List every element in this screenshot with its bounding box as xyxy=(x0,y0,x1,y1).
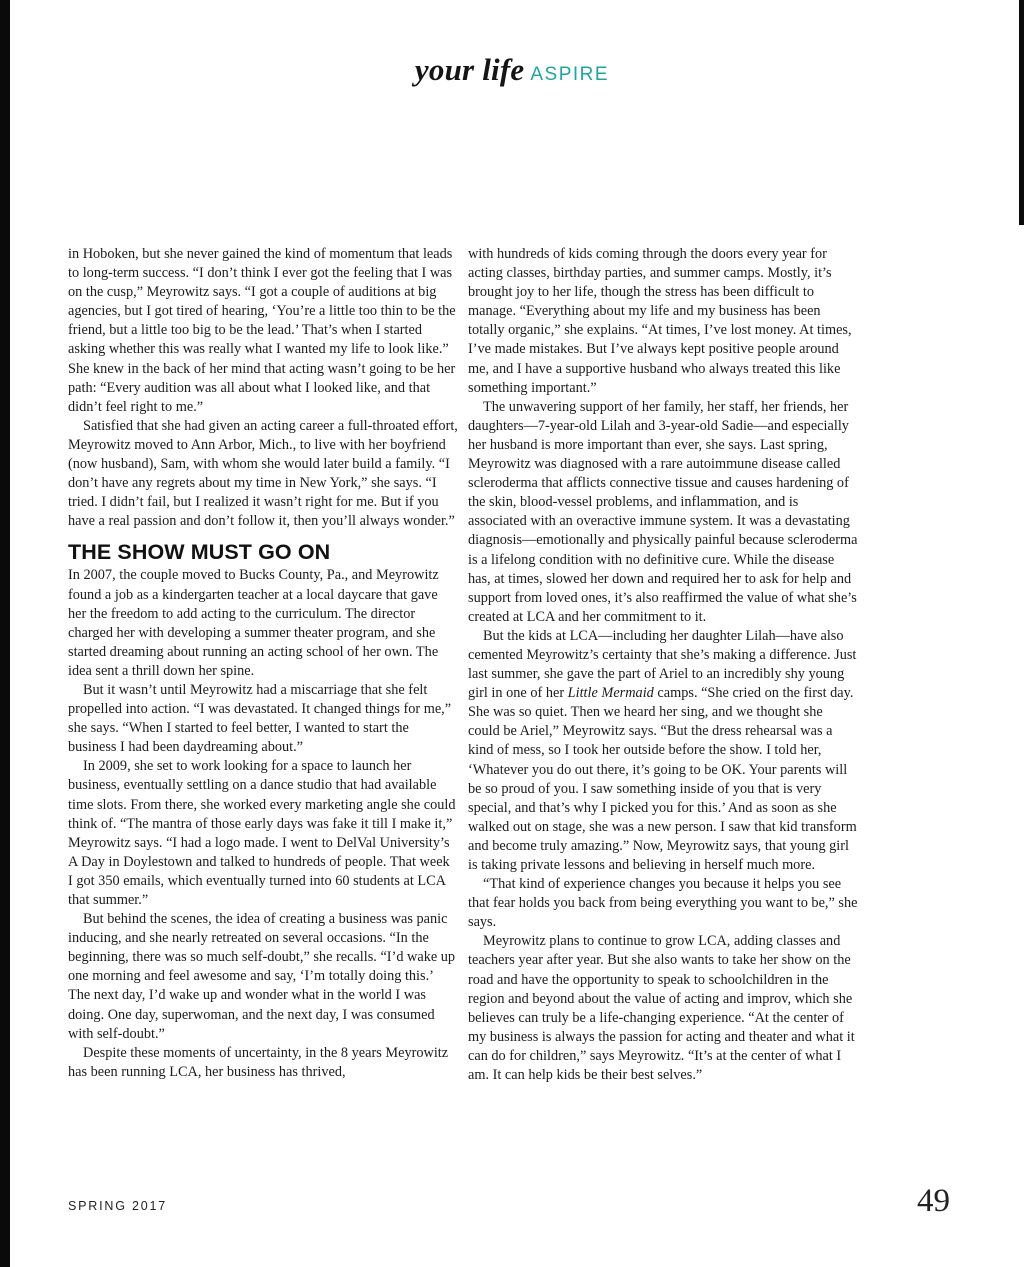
page-number: 49 xyxy=(917,1183,950,1219)
page-header xyxy=(0,52,1024,88)
paragraph: In 2009, she set to work looking for a space to launch her business, eventually settling on a dance studio that had available time slots. From there, she worked every marketing angle she could think of. “The mantra of those early days was fake it till I make it,” Meyrowitz says. “I had a logo made. I went to DelVal University’s A Day in Doylestown and talked to hundreds of people. That week I got 350 emails, which eventually turned into 60 students at LCA that summer.” xyxy=(68,758,456,908)
text-run: camps. “She cried on the first day. She was so quiet. Then we heard her sing, and we thought she could be Ariel,” Meyrowitz says. “But the dress rehearsal was a kind of mess, so I took her outside before the show. I told her, ‘Whatever you do out there, it’s going to be OK. Your parents will be so proud of you. I saw something inside of you that is very special, and that’s why I picked you for this.’ And as soon as she walked out on stage, she was a new person. I saw that kid transform and become truly amazing.” Now, Meyrowitz says, that young girl is taking private lessons and believing in herself much more. xyxy=(468,685,857,873)
paragraph: in Hoboken, but she never gained the kind of momentum that leads to long-term success. “I don’t think I ever got the feeling that I was on the cusp,” Meyrowitz says. “I got a couple of auditions at big agencies, but I got tired of hearing, ‘You’re a little too thin to be the friend, but a little too big to be the lead.’ That’s when I started asking whether this was really what I wanted my life to look like.” She knew in the back of her mind that acting wasn’t going to be her path: “Every audition was all about what I looked like, and that didn’t feel right to me.” xyxy=(68,246,456,415)
section-title: your life xyxy=(414,52,525,87)
text-run: But the kids at LCA—including her daughter Lilah—have also cemented Meyrowitz’s certainty that she’s making a difference. Just last summer, she gave the part of Ariel to an incredibly shy young girl in one of her xyxy=(468,627,857,702)
paragraph: But it wasn’t until Meyrowitz had a miscarriage that she felt propelled into action. “I was devastated. It changed things for me,” she says. “When I started to feel better, I wanted to start the business I had been daydreaming about.” xyxy=(68,681,452,756)
paragraph: In 2007, the couple moved to Bucks County, Pa., and Meyrowitz found a job as a kindergarten teacher at a local daycare that gave her the freedom to add acting to the curriculum. The director charged her with developing a summer theater program, and she started dreaming about running an acting school of her own. The idea sent a thrill down her spine. xyxy=(68,567,439,679)
paragraph: “That kind of experience changes you because it helps you see that fear holds you back from being everything you want to be,” she says. xyxy=(468,876,858,931)
issue-label: SPRING 2017 xyxy=(68,1199,168,1213)
paragraph: Satisfied that she had given an acting career a full-throated effort, Meyrowitz moved to Ann Arbor, Mich., to live with her boyfriend (now husband), Sam, with whom she would later build a family. “I don’t have any regrets about my time in New York,” she says. “I tried. I didn’t fail, but I realized it wasn’t right for me. But if you have a real passion and don’t follow it, then you’ll always wonder.” xyxy=(68,417,458,530)
paragraph: Meyrowitz plans to continue to grow LCA, adding classes and teachers year after year. But she also wants to take her show on the road and have the opportunity to speak to schoolchildren in the region and beyond about the value of acting and improv, which she believes can truly be a life-changing experience. “At the center of my business is always the passion for acting and theater and what it can do for children,” says Meyrowitz. “It’s at the center of what I am. It can help kids be their best selves.” xyxy=(468,933,855,1084)
paragraph: The unwavering support of her family, her staff, her friends, her daughters—7-year-old Lilah and 3-year-old Sadie—and especially her husband is more important than ever, she says. Last spring, Meyrowitz was diagnosed with a rare autoimmune disease called scleroderma that afflicts connective tissue and causes hardening of the skin, blood-vessel problems, and inflammation, and is associated with an overactive immune system. It was a devastating diagnosis—emotionally and physically painful because scleroderma is a lifelong condition with no definitive cure. While the disease has, at times, slowed her down and required her to ask for help and support from loved ones, it’s also reaffirmed the value of what she’s created at LCA and her commitment to it. xyxy=(468,398,858,625)
paragraph: Despite these moments of uncertainty, in the 8 years Meyrowitz has been running LCA, her business has thrived, xyxy=(68,1044,449,1080)
section-heading: THE SHOW MUST GO ON xyxy=(68,540,331,565)
italic-title: Little Mermaid xyxy=(567,685,654,702)
page-edge-right xyxy=(1019,0,1024,225)
paragraph: with hundreds of kids coming through the doors every year for acting classes, birthday parties, and summer camps. Mostly, it’s brought joy to her life, though the stress has been difficult to manage. “Everything about my life and my business has been totally organic,” she explains. “At times, I’ve lost money. At times, I’ve made mistakes. But I’ve always kept positive people around me, and I have a supportive husband who always treated this like something important.” xyxy=(468,246,852,396)
article-column-left xyxy=(68,245,458,1082)
subsection-label: ASPIRE xyxy=(530,64,610,85)
article-column-right xyxy=(468,245,858,1085)
paragraph: But behind the scenes, the idea of creating a business was panic inducing, and she nearly retreated on several occasions. “In the beginning, there was so much self-doubt,” she recalls. “I’d wake up one morning and feel awesome and say, ‘I’m totally doing this.’ The next day, I’d wake up and wonder what in the world I was doing. One day, superwoman, and the next day, I was consumed with self-doubt.” xyxy=(68,911,456,1042)
page-edge-left xyxy=(0,0,10,1267)
paragraph xyxy=(468,627,858,875)
